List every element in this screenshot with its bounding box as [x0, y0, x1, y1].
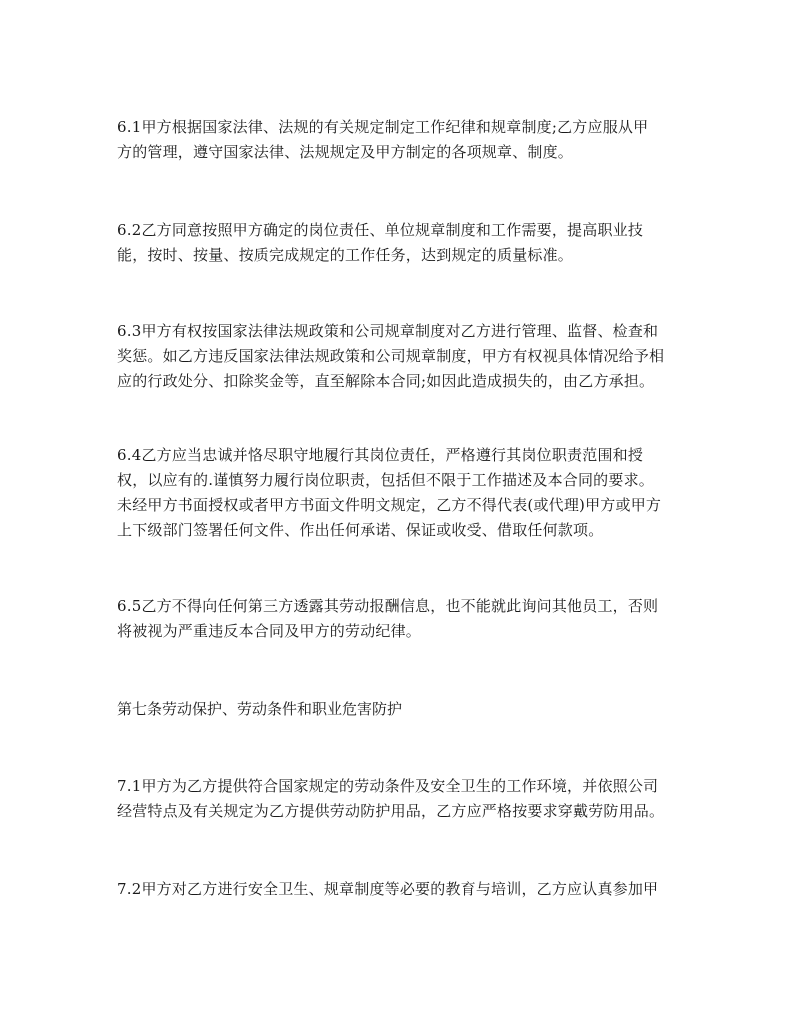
text-line: 奖惩。如乙方违反国家法律法规政策和公司规章制度，甲方有权视具体情况给予相 [117, 347, 665, 365]
clause-7-2 [117, 877, 687, 902]
clause-6-3 [117, 319, 687, 394]
clause-6-1 [117, 115, 687, 165]
text-line: 能，按时、按量、按质完成规定的工作任务，达到规定的质量标准。 [117, 246, 574, 264]
text-line: 权，以应有的.谨慎努力履行岗位职责，包括但不限于工作描述及本合同的要求。 [117, 471, 654, 489]
text-line: 方的管理，遵守国家法律、法规规定及甲方制定的各项规章、制度。 [117, 143, 574, 161]
text-line: 将被视为严重违反本合同及甲方的劳动纪律。 [117, 622, 422, 640]
clause-6-2 [117, 218, 687, 268]
text-line: 6.2乙方同意按照甲方确定的岗位责任、单位规章制度和工作需要，提高职业技 [117, 221, 644, 239]
text-line: 6.3甲方有权按国家法律法规政策和公司规章制度对乙方进行管理、监督、检查和 [117, 322, 659, 340]
text-line: 未经甲方书面授权或者甲方书面文件明文规定，乙方不得代表(或代理)甲方或甲方 [117, 496, 662, 514]
text-line: 6.5乙方不得向任何第三方透露其劳动报酬信息，也不能就此询问其他员工，否则 [117, 597, 659, 615]
section-heading-7: 第七条劳动保护、劳动条件和职业危害防护 [117, 700, 403, 718]
clause-6-5 [117, 594, 687, 644]
clause-6-4 [117, 443, 687, 543]
text-line: 应的行政处分、扣除奖金等，直至解除本合同;如因此造成损失的，由乙方承担。 [117, 372, 655, 390]
text-line: 7.2甲方对乙方进行安全卫生、规章制度等必要的教育与培训，乙方应认真参加甲 [117, 880, 659, 898]
text-line: 6.4乙方应当忠诚并恪尽职守地履行其岗位责任，严格遵行其岗位职责范围和授 [117, 446, 644, 464]
text-line: 经营特点及有关规定为乙方提供劳动防护用品，乙方应严格按要求穿戴劳防用品。 [117, 802, 665, 820]
clause-7-1 [117, 774, 687, 824]
text-line: 上下级部门签署任何文件、作出任何承诺、保证或收受、借取任何款项。 [117, 521, 604, 539]
text-line: 7.1甲方为乙方提供符合国家规定的劳动条件及安全卫生的工作环境，并依照公司 [117, 777, 659, 795]
text-line: 6.1甲方根据国家法律、法规的有关规定制定工作纪律和规章制度;乙方应服从甲 [117, 118, 649, 136]
